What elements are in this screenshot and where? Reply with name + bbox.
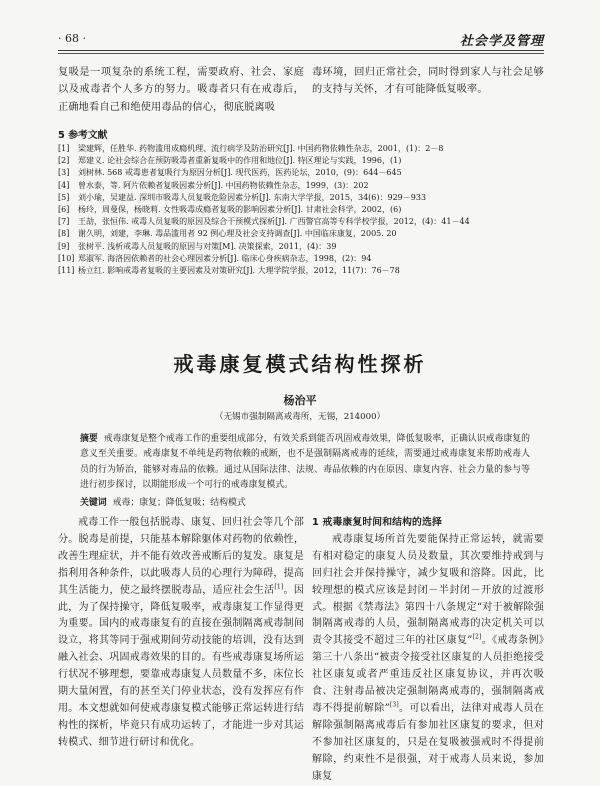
reference-number: [3] bbox=[58, 168, 70, 178]
section-paragraph bbox=[312, 532, 544, 786]
continued-text-left: 复吸是一项复杂的系统工程，需要政府、社会、家庭以及戒毒者个人多方的努力。吸毒者只有在戒毒后，正确地看自己和绝使用毒品的信心，彻底脱离吸 bbox=[58, 67, 304, 113]
citation-marker: [3] bbox=[389, 701, 399, 709]
reference-item bbox=[58, 241, 548, 253]
reference-number: [10] bbox=[58, 253, 75, 263]
reference-text: 杨玲，周曼保，杨晓莉. 女性吸毒成瘾者复吸的影响因素分析[J]. 甘肃社会科学，2002，(6) bbox=[78, 205, 402, 215]
body-column-left bbox=[58, 515, 304, 752]
header-rule-thin bbox=[58, 53, 544, 54]
reference-item bbox=[58, 204, 548, 216]
reference-item bbox=[58, 192, 548, 204]
reference-text: 谢久明，刘建，李琳. 毒品滥用者 92 例心理及社会支持调查[J]. 中国临床康复，2005. 20 bbox=[78, 229, 397, 239]
reference-number: [6] bbox=[58, 205, 70, 215]
body-text: 。因此，为了保持操守，降低复吸率，戒毒康复工作显得更为重要。国内的戒毒康复有的直接在强制隔离戒毒制间设立，将其等同于强戒期间劳动技能的培训，没有达到融入社会、巩固戒毒效果的目的。有些戒毒康复场所运行状况不够理想，要靠戒毒康复人员数量不多，床位长期大量闲置，有的甚至关门停业状态，没有发挥应有作用。本文想就如何使戒毒康复模式能够正常运转进行结构性的探析，毕竟只有成功运转了，才能进一步对其运转模式、细节进行研讨和优化。 bbox=[58, 584, 304, 748]
reference-item bbox=[58, 155, 548, 167]
reference-item bbox=[58, 216, 548, 228]
reference-number: [1] bbox=[58, 144, 70, 153]
author-affiliation: （无锡市强制隔离戒毒所，无锡，214000） bbox=[214, 412, 386, 422]
article-author: 杨治平 bbox=[283, 394, 317, 407]
page-header bbox=[58, 28, 544, 50]
reference-item bbox=[58, 253, 548, 265]
reference-text: 刘树林. 568 戒毒患者复吸行为原因分析[J]. 现代医药，医药论坛，2010，(9)：644－645 bbox=[78, 168, 402, 178]
journal-name: 社会学及管理 bbox=[459, 34, 544, 49]
body-column-right bbox=[312, 515, 544, 786]
body-text: 戒毒康复场所首先要能保持正常运转，就需要有相对稳定的康复人员及数量，其次要维持戒到与回归社会并保持操守，减少复吸和溶降。因此，比较理想的模式应该是封闭－半封闭－开放的过渡形式。根据《禁毒法》第四十八条规定 bbox=[312, 533, 544, 613]
article-title: 戒毒康复模式结构性探析 bbox=[173, 352, 427, 376]
reference-number: [2] bbox=[58, 156, 70, 166]
reference-text: 张树平. 浅析戒毒人员复吸的原因与对策[M]. 决策探索，2011，(4)：39 bbox=[78, 241, 337, 251]
reference-text: 刘小瑜，吴建益. 深圳市吸毒人员复吸危险因素分析[J]. 东南大学学报，2015，34(6)：929－933 bbox=[78, 192, 427, 202]
reference-number: [5] bbox=[58, 192, 70, 202]
abstract-label: 摘要 bbox=[80, 434, 98, 444]
reference-item bbox=[58, 228, 548, 240]
reference-number: [9] bbox=[58, 241, 70, 251]
reference-number: [8] bbox=[58, 229, 70, 239]
reference-text: 王劼，张恒伟. 戒毒人员复吸的原因及综合干预模式探析[J]. 广西警官高等专科学校学报，2012，(4)：41－44 bbox=[78, 217, 470, 227]
law-quote: “对于被解除强制隔离戒毒的人员，强制隔离戒毒的决定机关可以责令其接受不超过三年的社区康复” bbox=[312, 601, 544, 647]
reference-number: [4] bbox=[58, 180, 70, 190]
body-text: 。《戒毒条例》第三十八条出“被责令接受社区康复的人员拒绝接受社区康复或者严重违反社区康复协议，并再次吸食、注射毒品被决定强制隔离戒毒的，强制隔离戒毒不得提前解除” bbox=[312, 635, 544, 714]
page-number: · 68 · bbox=[58, 32, 86, 45]
citation-marker: [1] bbox=[274, 583, 284, 591]
body-text: 戒毒工作一般包括脱毒、康复、回归社会等几个部分。脱毒是前提，只能基本解除躯体对药物的依赖性，改善生理症状，并不能有效改善戒断后的复发。康复是指利用各种条件，以此吸毒人员的心理行为障碍，提高其生活能力，使之最终摆脱毒品，适应社会生活 bbox=[58, 517, 304, 596]
reference-text: 郑建义. 论社会综合在预防吸毒者重新复吸中的作用和地位[J]. 特区理论与实践，1996，(1) bbox=[78, 156, 402, 166]
reference-text: 曾水泰，等. 阿片依赖者复吸因素分析[J]. 中国药物依赖性杂志，1999，(3)：202 bbox=[78, 180, 369, 190]
reference-item bbox=[58, 143, 548, 155]
reference-number: [7] bbox=[58, 217, 70, 227]
section-heading: 1 戒毒康复时间和结构的选择 bbox=[312, 517, 442, 528]
reference-item bbox=[58, 265, 548, 277]
keywords-text: 戒毒；康复；降低复吸；结构模式 bbox=[112, 498, 246, 508]
continued-text-right: 毒环境，回归正常社会，同时得到家人与社会足够的支持与关怀，才有可能降低复吸率。 bbox=[312, 67, 544, 96]
abstract-text: 戒毒康复是整个戒毒工作的重要组成部分，有效关系到能否巩固戒毒效果，降低复吸率，正确认识戒毒康复的意义至关重要。戒毒康复不单纯是药物依赖的戒断，也不是强制隔离戒毒的延续，需要通过戒毒康复来帮助戒毒人员的行为矫治，能够对毒品的依赖。通过从国际法律、法规、毒品依赖的内在原因、康复内容、社会力量的参与等进行初步探讨，以期能形成一个可行的戒毒康复模式。 bbox=[80, 434, 531, 491]
abstract bbox=[80, 432, 530, 494]
reference-text: 梁建辉，任胜华. 药物滥用成瘾机理、流行病学及防治研究[J]. 中国药物依赖性杂志，2001，(1)：2－8 bbox=[78, 144, 444, 153]
reference-item bbox=[58, 167, 548, 179]
reference-text: 杨立红. 影响戒毒者复吸的主要因素及对策研究[J]. 大理学院学报，2012，11(7)：76－78 bbox=[78, 266, 400, 276]
body-text: 。可以看出，法律对戒毒人员在解除强制隔离戒毒后有参加社区康复的要求，但对不参加社区康复的，只是在复吸被强戒时不得提前解除，约束性不是很强，对于戒毒人员来说，参加康复 bbox=[312, 702, 544, 782]
citation-marker: [2] bbox=[472, 634, 482, 642]
header-rule bbox=[58, 50, 544, 51]
references-list bbox=[58, 143, 548, 277]
reference-text: 郑淑军. 海洛因依赖者的社会心理因素分析[J]. 临床心身疾病杂志，1998，(2)：94 bbox=[78, 253, 372, 263]
reference-item bbox=[58, 180, 548, 192]
references-heading: 5 参考文献 bbox=[58, 130, 108, 141]
keywords-label: 关键词 bbox=[80, 498, 107, 508]
reference-number: [11] bbox=[58, 266, 75, 276]
keywords bbox=[80, 496, 530, 510]
